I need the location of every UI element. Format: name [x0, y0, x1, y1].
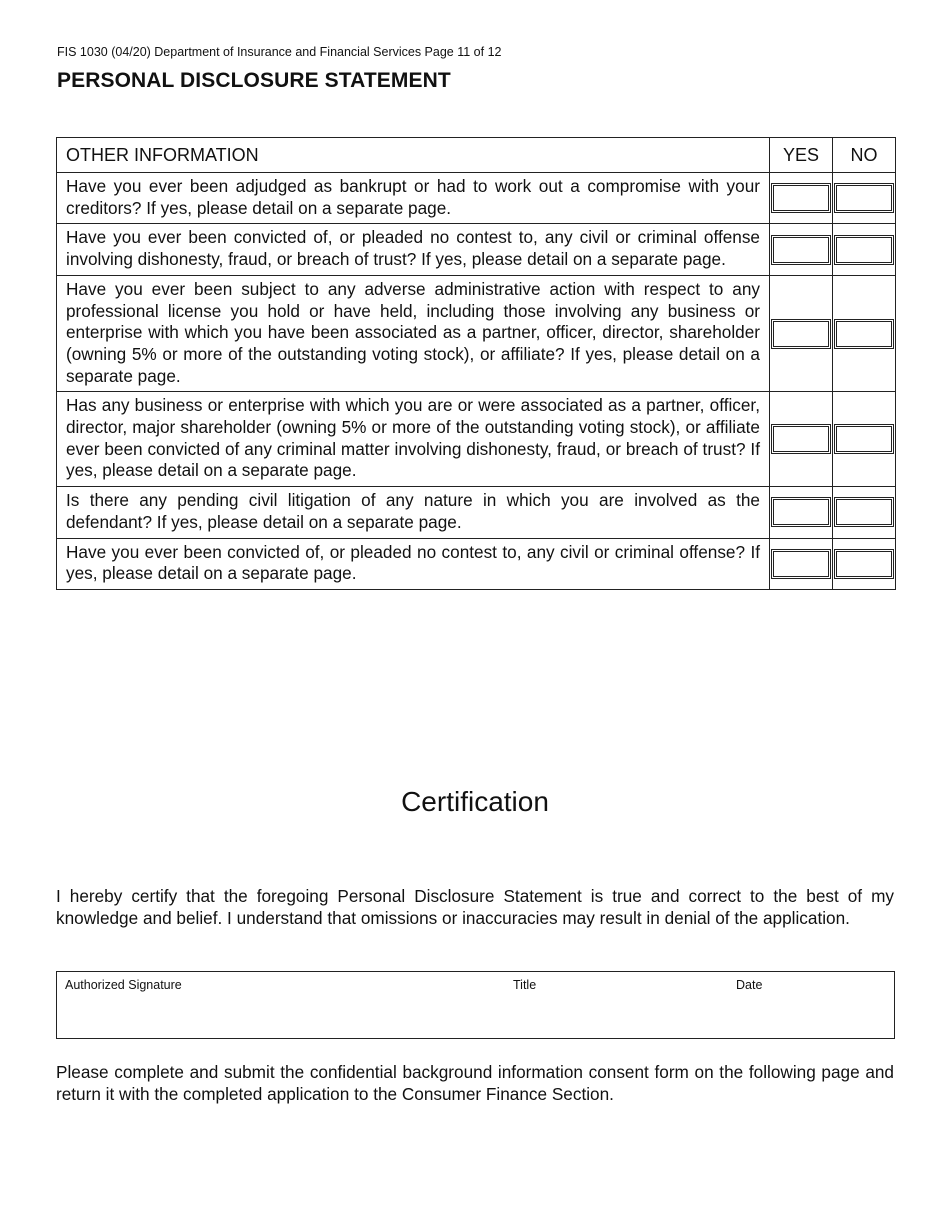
yes-checkbox-administrative-action[interactable]: [771, 319, 831, 349]
certification-text: I hereby certify that the foregoing Personal Disclosure Statement is true and correct to the best of my knowledge and belief. I understand that omissions or inaccuracies may result in denial of the application.: [56, 886, 894, 928]
authorized-signature-label: Authorized Signature: [65, 978, 182, 992]
question-row: [57, 173, 896, 224]
question-text-dishonesty-conviction: Have you ever been convicted of, or pleaded no contest to, any civil or criminal offense involving dishonesty, fraud, or breach of trust? If yes, please detail on a separate page.: [57, 224, 770, 275]
other-information-table: [56, 137, 896, 590]
no-checkbox-criminal-conviction[interactable]: [834, 549, 894, 579]
question-row: [57, 392, 896, 487]
yes-checkbox-dishonesty-conviction[interactable]: [771, 235, 831, 265]
question-row: [57, 538, 896, 589]
question-text-business-conviction: Has any business or enterprise with which you are or were associated as a partner, officer, director, major shareholder (owning 5% or more of the outstanding voting stock), or affiliate ever been convicted of any criminal matter involving dishonesty, fraud, or breach of trust? If yes, please detail on a separate page.: [57, 392, 770, 487]
question-row: [57, 275, 896, 392]
yes-checkbox-criminal-conviction[interactable]: [771, 549, 831, 579]
no-checkbox-administrative-action[interactable]: [834, 319, 894, 349]
question-row: [57, 487, 896, 538]
no-checkbox-business-conviction[interactable]: [834, 424, 894, 454]
no-checkbox-pending-litigation[interactable]: [834, 497, 894, 527]
no-column-heading: NO: [833, 138, 896, 173]
certification-heading: Certification: [401, 786, 549, 817]
page-title: PERSONAL DISCLOSURE STATEMENT: [57, 69, 451, 92]
question-text-pending-litigation: Is there any pending civil litigation of any nature in which you are involved as the defendant? If yes, please detail on a separate page.: [57, 487, 770, 538]
yes-checkbox-bankruptcy[interactable]: [771, 183, 831, 213]
question-text-administrative-action: Have you ever been subject to any adverse administrative action with respect to any professional license you hold or have held, including those involving any business or enterprise with which you have been associated as a partner, officer, director, shareholder (owning 5% or more of the outstanding voting stock), or affiliate? If yes, please detail on a separate page.: [57, 275, 770, 392]
question-row: [57, 224, 896, 275]
no-checkbox-dishonesty-conviction[interactable]: [834, 235, 894, 265]
table-header-row: [57, 138, 896, 173]
other-information-heading: OTHER INFORMATION: [57, 138, 770, 173]
no-checkbox-bankruptcy[interactable]: [834, 183, 894, 213]
title-label: Title: [513, 978, 537, 992]
footer-instructions: Please complete and submit the confidential background information consent form on the following page and return it with the completed application to the Consumer Finance Section.: [56, 1062, 894, 1104]
yes-checkbox-pending-litigation[interactable]: [771, 497, 831, 527]
question-text-criminal-conviction: Have you ever been convicted of, or pleaded no contest to, any civil or criminal offense? If yes, please detail on a separate page.: [57, 538, 770, 589]
signature-box[interactable]: [56, 971, 895, 1039]
form-header-line: FIS 1030 (04/20) Department of Insurance and Financial Services Page 11 of 12: [57, 45, 502, 59]
date-label: Date: [736, 978, 763, 992]
yes-column-heading: YES: [770, 138, 833, 173]
yes-checkbox-business-conviction[interactable]: [771, 424, 831, 454]
question-text-bankruptcy: Have you ever been adjudged as bankrupt or had to work out a compromise with your creditors? If yes, please detail on a separate page.: [57, 173, 770, 224]
